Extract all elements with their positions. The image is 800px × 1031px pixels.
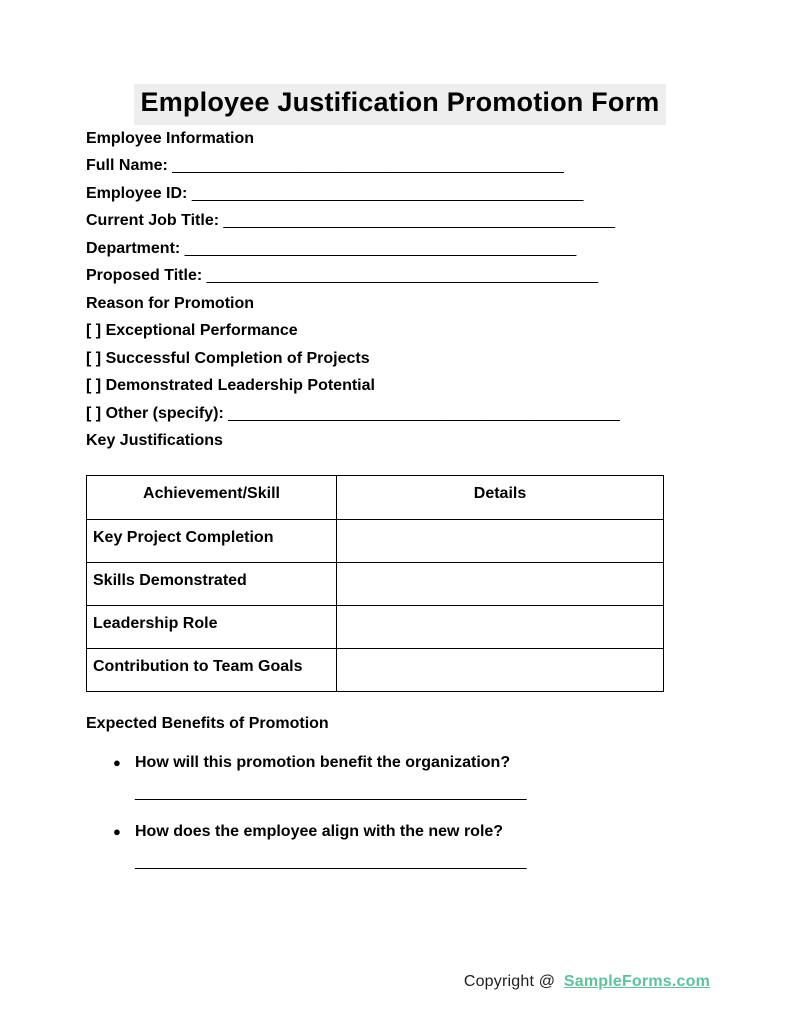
field-blank-full-name[interactable]: ____________________________________________ xyxy=(172,157,564,175)
field-blank-proposed-title[interactable]: ____________________________________________ xyxy=(206,267,599,285)
field-blank-other-specify[interactable]: ____________________________________________ xyxy=(228,404,620,422)
table-cell-details-blank[interactable] xyxy=(337,605,664,648)
field-row-current-job-title xyxy=(86,207,716,235)
form-title-row xyxy=(0,0,800,125)
sampleforms-link[interactable]: SampleForms.com xyxy=(563,973,710,990)
field-label-employee-id: Employee ID: xyxy=(86,184,188,202)
copyright-label: Copyright @ xyxy=(463,973,556,990)
table-cell-skill: Leadership Role xyxy=(87,605,337,648)
checkbox-icon[interactable]: [ ] xyxy=(86,349,102,367)
checkbox-label: Other (specify): xyxy=(105,404,224,422)
benefit-answer-blank[interactable]: ____________________________________________ xyxy=(135,783,527,801)
section-heading-key-justifications: Key Justifications xyxy=(86,432,223,450)
footer xyxy=(464,973,710,991)
benefit-question-text: How will this promotion benefit the organization? xyxy=(135,754,511,772)
table-header-achievement-skill: Achievement/Skill xyxy=(87,475,337,519)
key-justifications-table xyxy=(86,475,664,692)
table-row xyxy=(87,648,664,691)
benefit-question-organization xyxy=(86,749,716,777)
checkbox-row-other-specify xyxy=(86,400,716,428)
section-heading-reason-for-promotion: Reason for Promotion xyxy=(86,294,255,312)
form-body xyxy=(0,125,800,876)
bullet-icon: ● xyxy=(113,824,121,840)
checkbox-icon[interactable]: [ ] xyxy=(86,377,102,395)
field-row-employee-id xyxy=(86,180,716,208)
table-row xyxy=(87,519,664,562)
table-row xyxy=(87,562,664,605)
table-header-details: Details xyxy=(337,475,664,519)
table-row xyxy=(87,605,664,648)
field-label-current-job-title: Current Job Title: xyxy=(86,212,220,230)
section-heading-expected-benefits: Expected Benefits of Promotion xyxy=(86,714,329,732)
checkbox-label: Successful Completion of Projects xyxy=(105,349,370,367)
benefit-answer-blank[interactable]: ____________________________________________ xyxy=(135,852,527,870)
checkbox-row-leadership-potential xyxy=(86,372,716,400)
section-heading-employee-information: Employee Information xyxy=(86,129,255,147)
field-label-full-name: Full Name: xyxy=(86,157,168,175)
benefit-question-new-role xyxy=(86,818,716,846)
table-cell-skill: Key Project Completion xyxy=(87,519,337,562)
field-blank-current-job-title[interactable]: ____________________________________________ xyxy=(223,212,616,230)
field-label-department: Department: xyxy=(86,239,181,257)
benefit-question-text: How does the employee align with the new role? xyxy=(135,823,504,841)
field-row-proposed-title xyxy=(86,262,716,290)
field-label-proposed-title: Proposed Title: xyxy=(86,267,203,285)
checkbox-row-exceptional-performance xyxy=(86,317,716,345)
table-cell-details-blank[interactable] xyxy=(337,519,664,562)
table-cell-skill: Skills Demonstrated xyxy=(87,562,337,605)
table-header-row xyxy=(87,475,664,519)
table-cell-details-blank[interactable] xyxy=(337,648,664,691)
field-blank-employee-id[interactable]: ____________________________________________ xyxy=(191,184,584,202)
page-title: Employee Justification Promotion Form xyxy=(134,84,667,125)
checkbox-icon[interactable]: [ ] xyxy=(86,322,102,340)
checkbox-icon[interactable]: [ ] xyxy=(86,404,102,422)
field-row-department xyxy=(86,235,716,263)
checkbox-row-successful-completion xyxy=(86,345,716,373)
table-cell-skill: Contribution to Team Goals xyxy=(87,648,337,691)
bullet-icon: ● xyxy=(113,755,121,771)
checkbox-label: Exceptional Performance xyxy=(105,322,298,340)
field-row-full-name xyxy=(86,152,716,180)
checkbox-label: Demonstrated Leadership Potential xyxy=(105,377,375,395)
field-blank-department[interactable]: ____________________________________________ xyxy=(184,239,577,257)
table-cell-details-blank[interactable] xyxy=(337,562,664,605)
